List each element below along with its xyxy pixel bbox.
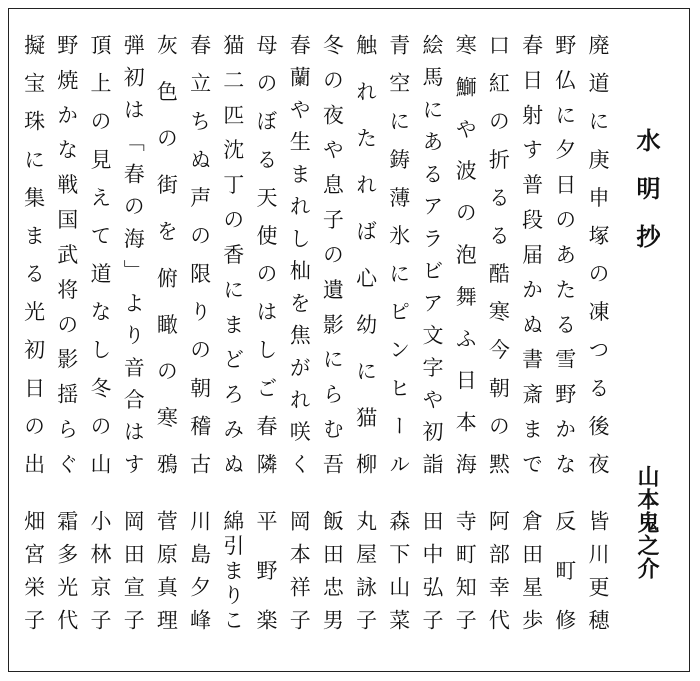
haiku-text: 口紅の折るる酷寒今朝の黙 <box>486 34 511 474</box>
poet-name: 菅原真理 <box>154 510 179 630</box>
haiku-text: 弾初は「春の海」より音合はす <box>121 34 146 474</box>
poet-name: 皆川更穂 <box>586 510 610 630</box>
poet-name: 岡田宣子 <box>121 510 146 630</box>
haiku-text: 灰色の街を俯瞰の寒鴉 <box>154 34 179 474</box>
poet-name: 森下山菜 <box>386 510 411 630</box>
haiku-text: 母のぼる天使のはしご春隣 <box>254 34 278 474</box>
poet-name: 田中弘子 <box>420 510 444 630</box>
haiku-text: 猫二匹沈丁の香にまどろみぬ <box>220 34 245 474</box>
haiku-text: 擬宝珠に集まる光初日の出 <box>21 34 46 475</box>
poet-name: 阿部幸代 <box>486 510 511 630</box>
haiku-text: 春立ちぬ声の限りの朝稽古 <box>187 34 212 474</box>
poet-name: 畑宮栄子 <box>21 510 46 630</box>
poet-name: 飯田忠男 <box>320 510 345 630</box>
haiku-text: 春日射す普段届かぬ書斎まで <box>519 34 544 474</box>
haiku-text: 廃道に庚申塚の凍つる後夜 <box>586 34 610 474</box>
haiku-text: 野焼かな戦国武将の影揺らぐ <box>54 34 79 474</box>
poet-name: 小林京子 <box>88 510 112 630</box>
author-name: 山本鬼之介 <box>634 465 659 580</box>
haiku-text: 寒鰤や波の泡舞ふ日本海 <box>453 34 478 474</box>
haiku-text: 青空に鋳薄氷にピンヒール <box>386 34 411 474</box>
poet-name: 岡本祥子 <box>287 510 312 630</box>
poet-name: 寺町知子 <box>453 510 478 630</box>
haiku-text: 触れたれば心幼に猫柳 <box>353 34 378 474</box>
haiku-text: 冬の夜や息子の遺影にらむ吾 <box>320 34 345 474</box>
haiku-text: 春蘭や生まれし杣を焦がれ咲く <box>287 34 312 475</box>
page-title: 水明抄 <box>632 128 660 272</box>
poet-name: 川島夕峰 <box>187 510 212 630</box>
poet-name: 丸屋詠子 <box>353 510 378 630</box>
haiku-text: 頂上の見えて道なし冬の山 <box>88 34 112 475</box>
poet-name: 霜多光代 <box>54 510 79 630</box>
poet-name: 綿引まりこ <box>220 510 245 630</box>
poet-name: 平野楽 <box>254 510 278 630</box>
poet-name: 反町修 <box>552 510 577 630</box>
poet-name: 倉田星歩 <box>519 510 544 630</box>
haiku-text: 野仏に夕日のあたる雪野かな <box>552 34 577 474</box>
haiku-text: 絵馬にあるアラビア文字や初詣 <box>420 34 444 474</box>
